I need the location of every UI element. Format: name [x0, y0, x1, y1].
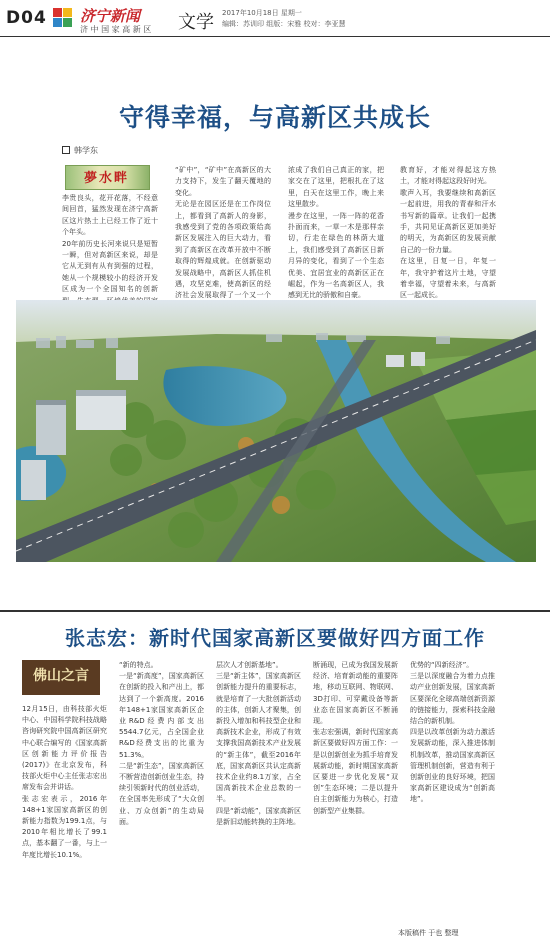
page-number: D04 [6, 8, 47, 28]
logo-quadrant [53, 8, 62, 17]
byline-box-icon [62, 146, 70, 154]
article1-column-4: 教育好，才能对得起这方热土，才能对得起这段好时光。 歌声入耳，我要继续和高新区一起前进，用我的青春和汗水书写新的篇章。让我们一起携手，共同见证高新区更加美好的明天，为高新区的发展贡献自己的一份力量。 在这里，日复一日，年复一年，我守护着这片土地，守望着幸福，守望着未来，与高新区一起成长。 [400, 166, 496, 300]
masthead-title: 济宁新闻 [80, 7, 141, 25]
article2-column-4: 断涌现，已成为我国发展新经济、培育新动能的重要阵地，移动互联网、物联网、3D打印、可穿戴设备等新业态在国家高新区不断涌现。 张志宏强调，新时代国家高新区要做好四方面工作：一是以创新创业为抓手培育发展新动能，新时期国家高新区要进一步优化发展“双创”生态环境；二是以提升自主创新能力为核心，打造创新型产业集群。 [313, 661, 398, 815]
logo-quadrant [53, 18, 62, 27]
article2-column-2: “新的特点。 一是“新高度”，国家高新区在创新的投入和产出上，都达到了一个新高度。2016年148+1家国家高新区企业R&D经费内部支出5544.7亿元，占全国企业R&D经费支出的比重为51.3%。 二是“新生态”，国家高新区不断营造创新创业生态，持续引领新时代的创业活动，在全国率先形成了“大众创业、万众创新”的生动局面。 [119, 661, 204, 826]
column-logo-label: 夢水畔 [83, 171, 129, 186]
masthead-subtitle: 济 中 国 家 高 新 区 [80, 25, 152, 34]
article1-byline [62, 145, 98, 156]
section-rule [0, 610, 550, 612]
article1-column-2: “矿中”，“矿中”在高新区的大力支持下，发生了翻天覆地的变化。 无论是在园区还是在工作岗位上，都看到了高新人的身影，我感受到了党的各项政策给高新区发展注入的巨大动力，看到了高新区在改革开放中不断取得的辉煌成就。在创新驱动发展战略中，高新区人抓住机遇，攻坚克难，使高新区的经济社会发展取得了一个又一个 [175, 166, 271, 300]
aerial-photo [16, 300, 536, 562]
column-badge-label: 佛山之言 [33, 668, 89, 684]
issue-date: 2017年10月18日 星期一 [222, 9, 302, 17]
page-footer-credit: 本版稿件 于也 整理 [398, 929, 459, 937]
newspaper-logo-icon [53, 8, 73, 28]
section-name: 文学 [178, 12, 214, 33]
header-rule [0, 36, 550, 37]
article2-column-5: 优势的“四新经济”。 三是以深度融合为着力点推动产业创新发展，国家高新区要深化全球高端创新资源的链接能力，探索科技金融结合的新机制。 四是以改革创新为动力激活发展新动能，深入推进体制机制改革，推动国家高新区管理机制创新，营造有利于创新创业的良好环境，把国家高新区建设成为“创新高地”。 [410, 661, 495, 804]
article1-column-1: 李贵良头，花开花落，不经意间回首，猛然发现在济宁高新区这片热土上已经工作了近十个年头。 20年前历史长河来说只是短暂一瞬，但对高新区来说，却是它从无到有从有到强的过程，她从一个规模较小的经济开发区成为一个全国知名的创新 [62, 194, 158, 294]
article1-column-3: 浓成了我们自己真正的家，把家交在了这里，把根扎在了这里，白天在这里工作，晚上来这里散步。 漫步在这里，一阵一阵的花香扑面而来，一草一木是那样亲切，行走在绿色的林荫大道上，我们感受到了高新区日新月异的变化，看到了一个生态优美、宜居宜业的高新区正在崛起，作为一名高新区人，我感到无比的骄傲和自豪。 [288, 166, 384, 300]
article2-column-3: 层次人才创新基地”。 三是“新主体”，国家高新区创新能力提升的重要标志，就是培育了一大批创新活动的主体，创新人才聚集，创新投入增加和科技型企业和高新技术企业，形成了有效支撑我国高新技术产业发展的“新主体”，截至2016年底，国家高新区共认定高新技术企业约8.1万家，占全国高新技术企业总数的一半。 四是“新动能”，国家高新区是新旧动能转换的主阵地。 [216, 661, 301, 826]
article2-headline: 张志宏：新时代国家高新区要做好四方面工作 [65, 626, 485, 650]
article1-headline: 守得幸福，与高新区共成长 [118, 103, 431, 132]
editor-credits: 编辑：苏训印 组版：宋雅 校对：李亚慧 [222, 20, 346, 28]
logo-quadrant [63, 8, 72, 17]
article2-column-1: 12月15日，由科技部火炬中心、中国科学院科技战略咨询研究院中国高新区研究中心联合编写的《国家高新区创新能力评价报告(2017)》在北京发布，科技部火炬中心主任张志宏出席发布会并讲话。 张志宏表示，2016年148+1家国家高新区的创新能力指数为199.1点，与2010年相比增长了99.1点，基本翻了一番，与上一年度比增长10.1%。 [22, 705, 107, 859]
aerial-photo-graphic [16, 300, 536, 562]
article1-author: 韩学东 [74, 146, 98, 155]
logo-quadrant [63, 18, 72, 27]
